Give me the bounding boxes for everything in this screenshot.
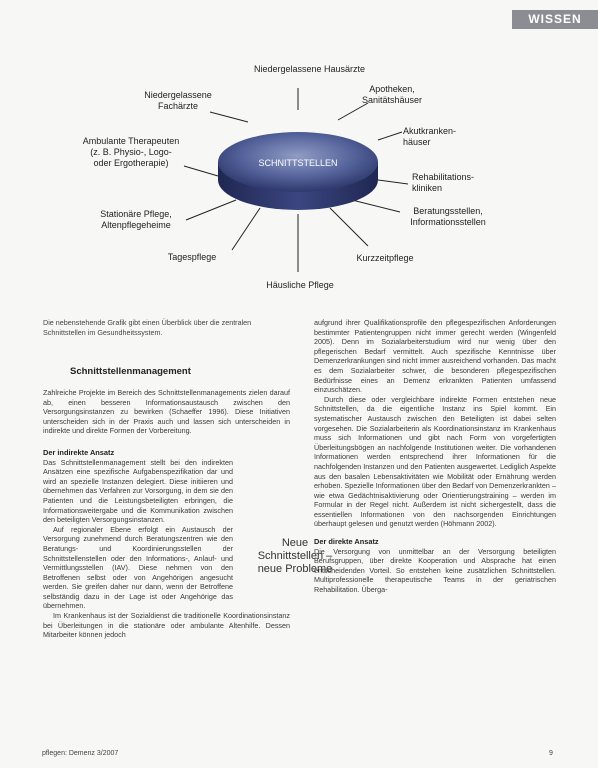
- connector-line: [378, 180, 408, 184]
- connector-line: [330, 208, 368, 246]
- label-fachaerzte: Niedergelassene Fachärzte: [144, 90, 212, 111]
- diagram-center-label: SCHNITTSTELLEN: [258, 158, 338, 168]
- subheading-indirect: Der indirekte Ansatz: [43, 447, 115, 457]
- section-tag: WISSEN: [512, 10, 598, 29]
- label-tagespflege: Tagespflege: [167, 252, 217, 262]
- label-beratungsstellen: Beratungsstellen, Informationsstellen: [410, 206, 486, 227]
- connector-line: [186, 200, 236, 220]
- right-paragraph-3: Die Versorgung von unmittelbar an der Versorgung beteiligten Berufsgruppen, über direkte Kooperation und Absprache hat einen entscheidenden Vorteil. So entstehen keine zusätzlichen Schnittstellen. Multiprofessionelle therapeutische Teams in der geriatrischen Rehabilitation. Überga-: [314, 546, 556, 595]
- section-title: Schnittstellenmanagement: [70, 366, 191, 377]
- left-paragraph-1: Das Schnittstellenmanagement stellt bei den indirekten Ansätzen eine spezifische Aufgabenspezifikation dar und wird an spezielle Instanzen delegiert. Diese initiieren und übernehmen das Verfahren zur Vorsorgung, in dem sie den Patienten und die Leistungsbeteiligten erbringen, die Informationsweitergabe und die Kommunikation zwischen den beteiligten Versorgungsinstanzen.: [43, 457, 233, 525]
- label-haeusliche-pflege: Häusliche Pflege: [266, 280, 334, 290]
- connector-line: [232, 208, 260, 250]
- left-intro: Zahlreiche Projekte im Bereich des Schnittstellenmanagements zielen darauf ab, einen besseren Informationsaustausch zwischen den Versorgungsinstanzen zu bewirken (Schaeffer 1996). Diese Initiativen unterscheiden sich in der Praxis auch und lassen sich unterscheiden in indirekte und direkte Formen der Vorbereitung.: [43, 388, 290, 436]
- figure-caption: Die nebenstehende Grafik gibt einen Überblick über die zentralen Schnittstellen im Gesundheitssystem.: [43, 318, 252, 337]
- label-reha-kliniken: Rehabilitations-kliniken: [412, 172, 475, 193]
- label-akutkrankenhaeuser: Akutkranken-häuser: [403, 126, 457, 147]
- subheading-direct: Der direkte Ansatz: [314, 537, 379, 547]
- label-apotheken: Apotheken, Sanitätshäuser: [361, 84, 423, 105]
- connector-line: [184, 166, 218, 176]
- label-hausaerzte: Niedergelassene Hausärzte: [254, 64, 366, 74]
- connector-line: [352, 200, 400, 212]
- label-stationaere-pflege: Stationäre Pflege, Altenpflegeheime: [100, 209, 172, 230]
- pull-quote: Neue Schnittstellen – neue Probleme: [257, 537, 333, 575]
- page-number: 9: [549, 750, 553, 757]
- connector-line: [210, 112, 248, 122]
- label-kurzzeitpflege: Kurzzeitpflege: [356, 253, 414, 263]
- right-column: [314, 318, 556, 754]
- footer-publication: pflegen: Demenz 3/2007: [42, 750, 119, 757]
- label-ambulante-therapeuten: Ambulante Therapeuten (z. B. Physio-, Logo- oder Ergotherapie): [82, 136, 180, 168]
- right-paragraph-1: aufgrund ihrer Qualifikationsprofile den pflegespezifischen Anforderungen bestimmter Patientengruppen nicht immer gerecht werden (Wingenfeld 2005). Denn im Sozialarbeiterstudium wird nur wenig über den pflegerischen Bedarf vermittelt. Auch spezifische Kenntnisse über Demenzerkrankungen sind nicht immer ausreichend vorhanden. Das macht es dem Sozialarbeiter schwer, die besonderen pflegespezifischen Bedürfnisse eines an Demenz erkrankten Patienten umfassend einzuschätzen.: [314, 318, 556, 395]
- right-paragraph-2: Durch diese oder vergleichbare indirekte Formen entstehen neue Schnittstellen, da die eigentliche Instanz ins Spiel kommt. Ein systematischer Austausch zwischen den Beteiligten ist dabei selten vorgesehen. Die Sozialarbeiterin als Koordinationsinstanz im Krankenhaus muss sich Informationen und gibt nach Form von vorgefertigten Überleitungsbögen an nachfolgende Institutionen weiter. Die vorhandenen Informationen werden entsprechend ihrer Informationen für die nachfolgenden Instanzen und den Patienten ausgewertet. Lediglich Aspekte aus den basalen Lebensaktivitäten wie Mobilität oder Ernährung werden erhoben. Spezielle Informationen über den Bedarf von Demenzerkrankten – wie etwa Gedächtnisaktivierung oder Orientierungstraining – werden im Formular in der Regel nicht. Außerdem ist nicht sichergestellt, dass die essentiellen Informationen von den nachsorgenden Einrichtungen überhaupt gelesen und genutzt werden (Höhmann 2002).: [314, 394, 556, 529]
- connector-line: [378, 132, 402, 140]
- left-paragraph-3: Im Krankenhaus ist der Sozialdienst die traditionelle Koordinationsinstanz bei Überleitungen in die stationäre oder ambulante Altenhilfe. Dessen Mitarbeiter können jedoch: [43, 611, 290, 640]
- left-paragraph-2: Auf regionaler Ebene erfolgt ein Austausch der Versorgung zunehmend durch Beratungszentren wie den Beratungs- und Koordinierungsstellen der Schnittstellenstellen oder den Informations-, Anlauf- und Vermittlungsstellen (IAV). Diese nehmen von den Betroffenen selbst oder von Angehörigen angesucht werden. Sie greifen daher nur dann, wenn der Betroffene selbständig dazu in der Lage ist oder Angehörige das übernehmen.: [43, 524, 233, 611]
